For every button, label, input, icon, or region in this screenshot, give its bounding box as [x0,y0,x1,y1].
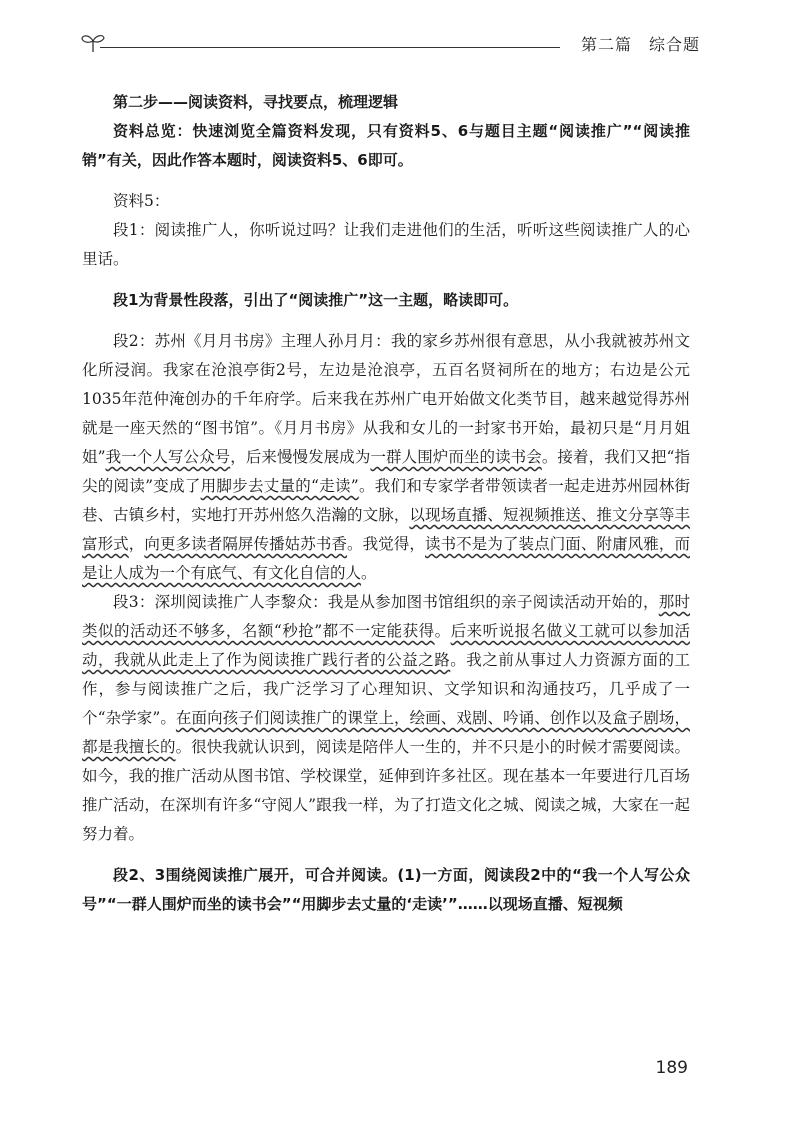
sprout-icon [80,30,106,54]
material-label: 资料5： [113,192,170,210]
underlined-text: 在面向孩子们阅读推广的课堂上，绘画、戏剧、吟诵、创作以及盒子剧场，都是我擅长的 [82,709,690,756]
page-number: 189 [655,1058,688,1078]
underlined-text: 以现场直播、短视频推送、推文分享等丰富形式 [82,506,690,553]
underlined-text: 我一个人写公众号 [105,448,231,466]
material-paragraph-3: 段3：深圳阅读推广人李黎众：我是从参加图书馆组织的亲子阅读活动开始的，那时类似的活动还不够多，名额“秒抢”都不一定能获得。后来听说报名做义工就可以参加活动，我就从此走上了作为阅读推广践行者的公益之路。我之前从事过人力资源方面的工作，参与阅读推广之后，我广泛学习了心理知识、文学知识和沟通技巧，几乎成了一个“杂学家”。在面向孩子们阅读推广的课堂上，绘画、戏剧、吟诵、创作以及盒子剧场，都是我擅长的。很快我就认识到，阅读是陪伴人一生的，并不只是小的时候才需要阅读。如今，我的推广活动从图书馆、学校课堂，延伸到许多社区。现在基本一年要进行几百场推广活动，在深圳有许多“守阅人”跟我一样，为了打造文化之城、阅读之城，大家在一起努力着。 [82,593,690,843]
underlined-text: 读书不是为了装点门面、附庸风雅，而是让人成为一个有底气、有文化自信的人 [82,535,690,582]
section-title: 第二篇 综合题 [580,35,700,54]
underlined-text: 用脚步去丈量的“走读” [200,477,359,495]
underlined-text: 向更多读者隔屏传播姑苏书香 [144,535,348,553]
analysis-paragraph-1: 段1为背景性段落，引出了“阅读推广”这一主题，略读即可。 [113,291,519,309]
step-heading: 第二步——阅读资料，寻找要点，梳理逻辑 [113,93,399,111]
overview-paragraph: 资料总览：快速浏览全篇资料发现，只有资料5、6与题目主题“阅读推广”“阅读推销”有关，因此作答本题时，阅读资料5、6即可。 [82,122,690,169]
page-body [82,88,690,919]
header-rule [100,47,560,48]
underlined-text: 后来听说报名做义工就可以参加活动，我就从此走上了作为阅读推广践行者的公益之路 [82,622,690,669]
material-paragraph-1: 段1：阅读推广人，你听说过吗？让我们走进他们的生活，听听这些阅读推广人的心里话。 [82,221,690,268]
material-paragraph-2: 段2：苏州《月月书房》主理人孙月月：我的家乡苏州很有意思，从小我就被苏州文化所浸润。我家在沧浪亭街2号，左边是沧浪亭，五百名贤祠所在的地方；右边是公元1035年范仲淹创办的千年府学。后来我在苏州广电开始做文化类节目，越来越觉得苏州就是一座天然的“图书馆”。《月月书房》从我和女儿的一封家书开始，最初只是“月月姐姐”我一个人写公众号，后来慢慢发展成为一群人围炉而坐的读书会。接着，我们又把“指尖的阅读”变成了用脚步去丈量的“走读”。我们和专家学者带领读者一起走进苏州园林街巷、古镇乡村，实地打开苏州悠久浩瀚的文脉，以现场直播、短视频推送、推文分享等丰富形式，向更多读者隔屏传播姑苏书香。我觉得，读书不是为了装点门面、附庸风雅，而是让人成为一个有底气、有文化自信的人。 [82,332,690,582]
analysis-paragraph-2: 段2、3围绕阅读推广展开，可合并阅读。(1)一方面，阅读段2中的“我一个人写公众号”“一群人围炉而坐的读书会”“用脚步去丈量的‘走读’”……以现场直播、短视频 [82,866,690,913]
running-header [80,28,700,58]
underlined-text: 一群人围炉而坐的读书会 [370,448,542,466]
underlined-text: 那时类似的活动还不够多，名额“秒抢”都不一定能获得 [82,593,690,640]
